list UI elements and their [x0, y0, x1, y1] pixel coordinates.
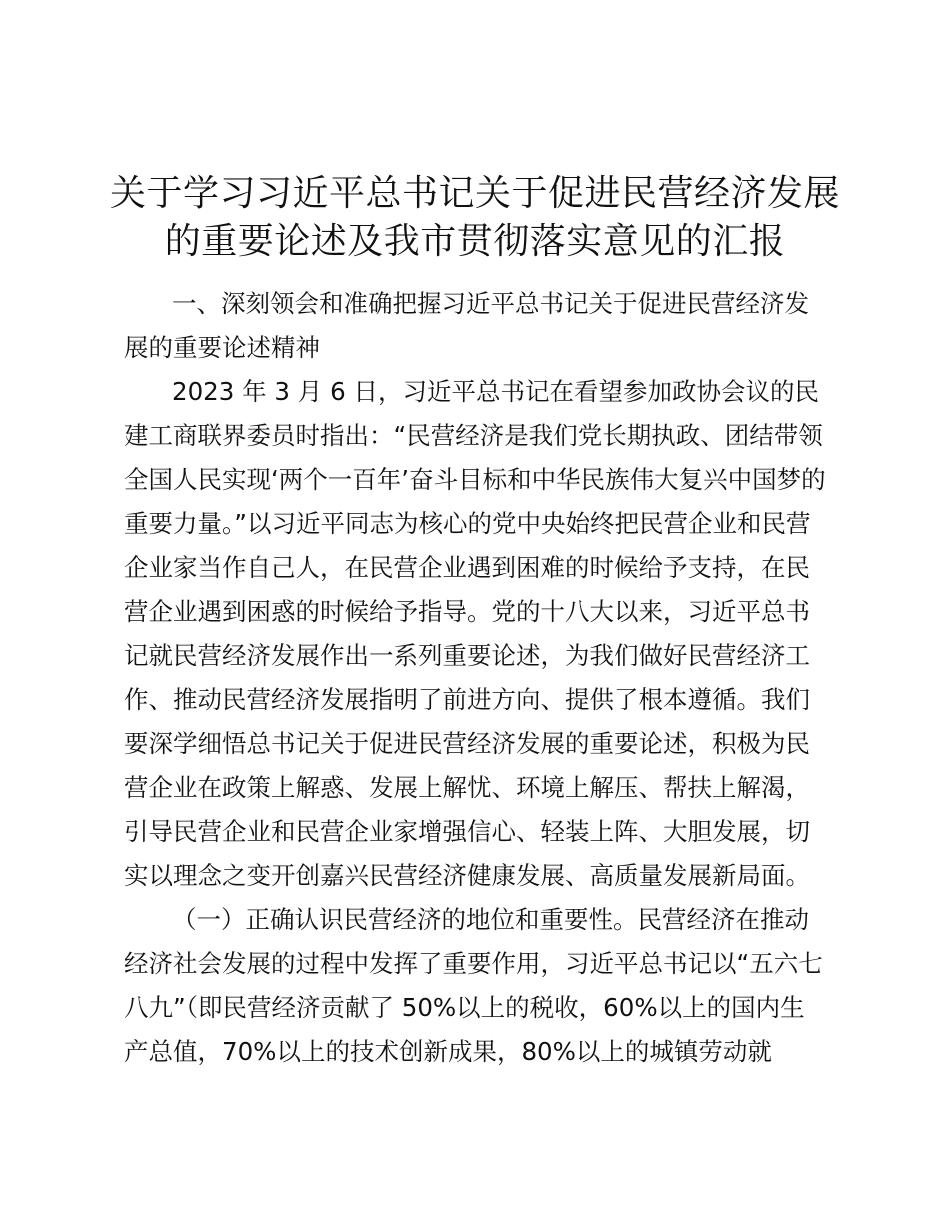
paragraph-line: 企业家当作自己人，在民营企业遇到困难的时候给予支持，在民 — [124, 553, 810, 582]
subsection-paragraph-line: 八九”（即民营经济贡献了 50%以上的税收，60%以上的国内生 — [124, 993, 805, 1022]
paragraph-line: 建工商联界委员时指出：“民营经济是我们党长期执政、团结带领 — [124, 421, 823, 450]
paragraph-line: 重要力量。”以习近平同志为核心的党中央始终把民营企业和民营 — [124, 509, 811, 538]
document-title-line-2: 的重要论述及我市贯彻落实意见的汇报 — [164, 221, 786, 262]
paragraph-line: 引导民营企业和民营企业家增强信心、轻装上阵、大胆发展，切 — [124, 817, 810, 846]
subsection-paragraph-line: 产总值，70%以上的技术创新成果，80%以上的城镇劳动就 — [124, 1037, 772, 1066]
paragraph-line: 2023 年 3 月 6 日，习近平总书记在看望参加政协会议的民 — [172, 377, 819, 406]
paragraph-line: 记就民营经济发展作出一系列重要论述，为我们做好民营经济工 — [124, 641, 810, 670]
subsection-paragraph-line: 经济社会发展的过程中发挥了重要作用，习近平总书记以“五六七 — [124, 949, 823, 978]
subsection-paragraph-line: （一）正确认识民营经济的地位和重要性。民营经济在推动 — [172, 905, 809, 934]
section-heading-line-2: 展的重要论述精神 — [124, 333, 320, 362]
section-heading-line-1: 一、深刻领会和准确把握习近平总书记关于促进民营经济发 — [172, 289, 809, 318]
paragraph-line: 营企业在政策上解惑、发展上解忧、环境上解压、帮扶上解渴， — [124, 773, 810, 802]
paragraph-line: 作、推动民营经济发展指明了前进方向、提供了根本遵循。我们 — [124, 685, 810, 714]
document-title-line-1: 关于学习习近平总书记关于促进民营经济发展 — [109, 173, 840, 214]
paragraph-line: 要深学细悟总书记关于促进民营经济发展的重要论述，积极为民 — [124, 729, 810, 758]
paragraph-line: 实以理念之变开创嘉兴民营经济健康发展、高质量发展新局面。 — [124, 861, 810, 890]
paragraph-line: 营企业遇到困惑的时候给予指导。党的十八大以来，习近平总书 — [124, 597, 810, 626]
paragraph-line: 全国人民实现‘两个一百年’奋斗目标和中华民族伟大复兴中国梦的 — [124, 465, 826, 494]
